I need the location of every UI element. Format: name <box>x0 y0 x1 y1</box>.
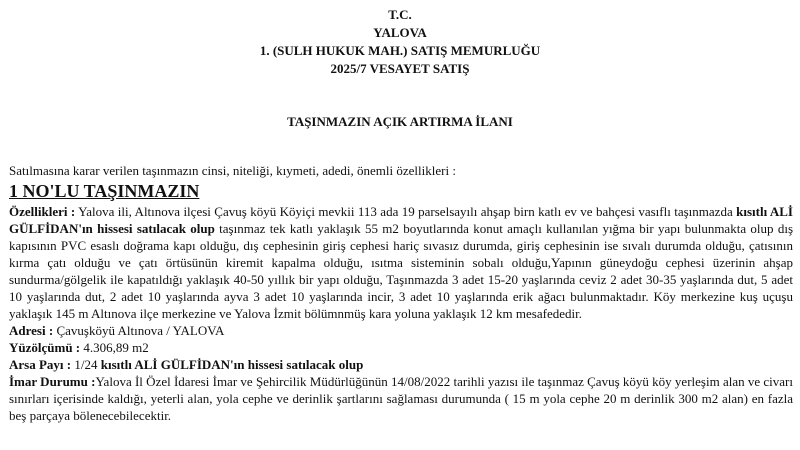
header-line-4: 2025/7 VESAYET SATIŞ <box>330 61 470 76</box>
area-row <box>9 339 793 356</box>
features-text-pre: Yalova ili, Altınova ilçesi Çavuş köyü Köyiçi mevkii 113 ada 19 parselsayılı ahşap birn katlı ev ve bahçesi vasıflı taşınmazda <box>78 204 733 219</box>
features-label: Özellikleri : <box>9 204 76 219</box>
address-label: Adresi : <box>9 323 54 338</box>
intro-text: Satılmasına karar verilen taşınmazın cinsi, niteliği, kıymeti, adedi, önemli özellikleri : <box>9 163 456 178</box>
share-value: 1/24 <box>74 357 98 372</box>
share-bold-text: kısıtlı ALİ GÜLFİDAN'ın hissesi satılacak olup <box>100 357 364 372</box>
header-line-1: T.C. <box>388 7 412 22</box>
share-row <box>9 356 793 373</box>
document-header <box>0 6 800 78</box>
features-text-post: taşınmaz tek katlı yaklaşık 55 m2 boyutlarında konut amaçlı kullanılan yığma bir yapı bulunmakta olup dış kapısının PVC esaslı doğrama kapı olduğu, dış cephesinin giriş cephesi hariç sıvasız durumda, giriş cephesinin ise sıvalı durumda olduğu, çatısının kırma çatı olduğu ve çatı örtüsünün kiremit kapalma olduğu, ısıtma sisteminin sobalı olduğu,Yapının güneydoğu cephesi üzerinin ahşap sundurma/gölgelik ile kapatıldığı yaklaşık 40-50 yıllık bir yapı olduğu, Taşınmazda 3 adet 15-20 yaşlarında ceviz 2 adet 30-35 yaşlarında dut, 5 adet 10 yaşlarında dut, 2 adet 10 yaşlarında ayva 3 adet 10 yaşlarında incir, 3 adet 10 yaşlarında erik ağacı bulunmaktadır. Köy merkezine kuş uçuşu yaklaşık 145 m Altınova ilçe merkezine ve Yalova İzmit bölümnmüş kara yoluna yaklaşık 12 km mesafededir. <box>9 221 794 321</box>
features-bold-text: kısıtlı ALİ GÜLFİDAN'ın hissesi satılacak olup <box>9 204 793 236</box>
share-label: Arsa Payı : <box>9 357 72 372</box>
features-paragraph <box>9 203 793 322</box>
header-line-2: YALOVA <box>373 25 427 40</box>
property-details <box>9 203 793 424</box>
zoning-label: İmar Durumu : <box>9 374 96 389</box>
section-title: 1 NO'LU TAŞINMAZIN <box>9 181 200 201</box>
address-row <box>9 322 793 339</box>
header-line-3: 1. (SULH HUKUK MAH.) SATIŞ MEMURLUĞU <box>259 43 541 58</box>
address-value: Çavuşköyü Altınova / YALOVA <box>56 323 225 338</box>
announcement-title: TAŞINMAZIN AÇIK ARTIRMA İLANI <box>287 114 513 129</box>
zoning-text: Yalova İl Özel İdaresi İmar ve Şehircilik Müdürlüğünün 14/08/2022 tarihli yazısı ile taşınmaz Çavuş köyü köy yerleşim alan ve civarı sınırları içerisinde kaldığı, yeterli alan, yola cephe ve derinlik şartlarını sağlaması durumunda ( 15 m yola cephe 20 m derinlik 300 m2 alan) en fazla beş parçaya bölenecebilecektir. <box>9 374 794 423</box>
zoning-row <box>9 373 793 424</box>
area-label: Yüzölçümü : <box>9 340 81 355</box>
area-value: 4.306,89 m2 <box>83 340 149 355</box>
